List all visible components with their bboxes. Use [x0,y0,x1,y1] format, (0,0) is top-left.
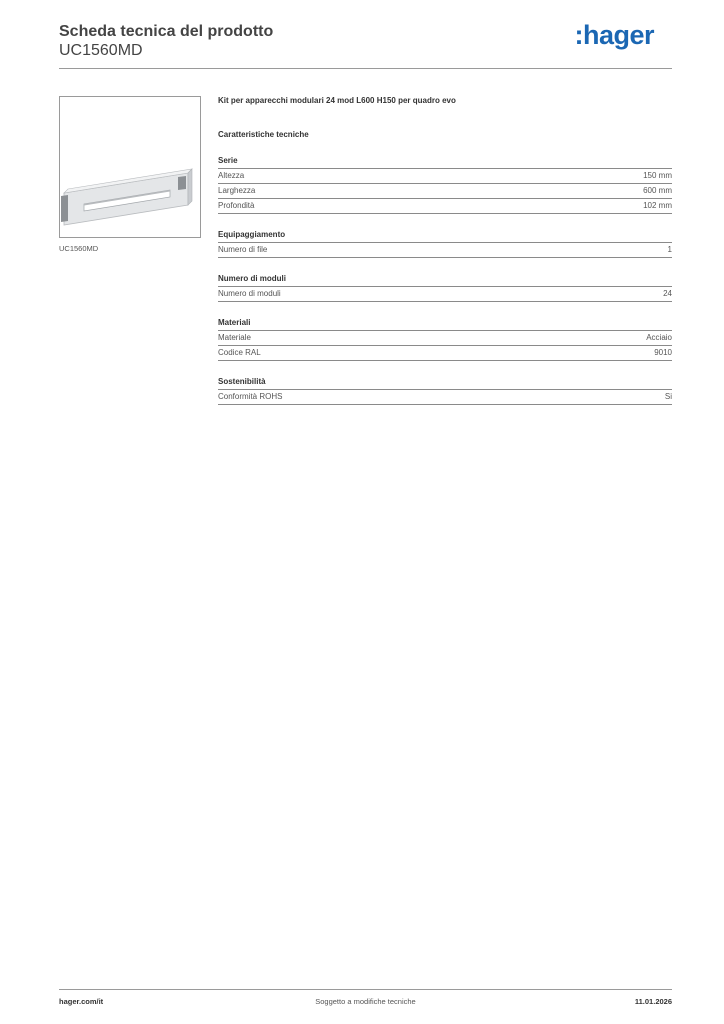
spec-group-serie [218,156,672,214]
page-title: Scheda tecnica del prodotto [59,23,274,40]
spec-value: 102 mm [643,201,672,210]
product-description: Kit per apparecchi modulari 24 mod L600 H150 per quadro evo [218,96,456,105]
spec-value: 1 [667,245,672,254]
spec-group-moduli [218,274,672,302]
spec-label: Numero di file [218,245,268,254]
spec-row [218,169,672,184]
group-title: Sostenibilità [218,377,672,390]
product-code: UC1560MD [59,42,143,59]
spec-value: 24 [663,289,672,298]
header-divider [59,68,672,69]
page-header [59,22,672,70]
spec-label: Conformità ROHS [218,392,283,401]
spec-label: Numero di moduli [218,289,281,298]
spec-group-materiali [218,318,672,361]
group-title: Serie [218,156,672,169]
group-title: Equipaggiamento [218,230,672,243]
footer-divider [59,989,672,990]
group-title: Materiali [218,318,672,331]
footer-date: 11.01.2026 [634,997,672,1006]
spec-value: 150 mm [643,171,672,180]
product-panel-icon [60,97,200,237]
spec-value: Si [664,392,672,401]
image-caption: UC1560MD [59,244,99,253]
spec-row [218,199,672,214]
product-image [59,96,201,238]
section-title: Caratteristiche tecniche [218,130,309,139]
spec-row [218,184,672,199]
spec-row [218,346,672,361]
spec-value: 9010 [654,348,672,357]
spec-row [218,287,672,302]
spec-row [218,331,672,346]
footer-website-link[interactable]: hager.com/it [59,997,104,1006]
footer-note: Soggetto a modifiche tecniche [315,997,416,1006]
spec-value: Acciaio [646,333,672,342]
spec-label: Altezza [218,171,245,180]
spec-group-sostenibilita [218,377,672,405]
spec-content [218,96,672,405]
spec-row [218,390,672,405]
spec-row [218,243,672,258]
spec-group-equipaggiamento [218,230,672,258]
spec-label: Codice RAL [218,348,261,357]
spec-value: 600 mm [643,186,672,195]
hager-logo: :hager [574,20,654,50]
spec-label: Larghezza [218,186,256,195]
spec-label: Materiale [218,333,251,342]
spec-label: Profondità [218,201,255,210]
group-title: Numero di moduli [218,274,672,287]
